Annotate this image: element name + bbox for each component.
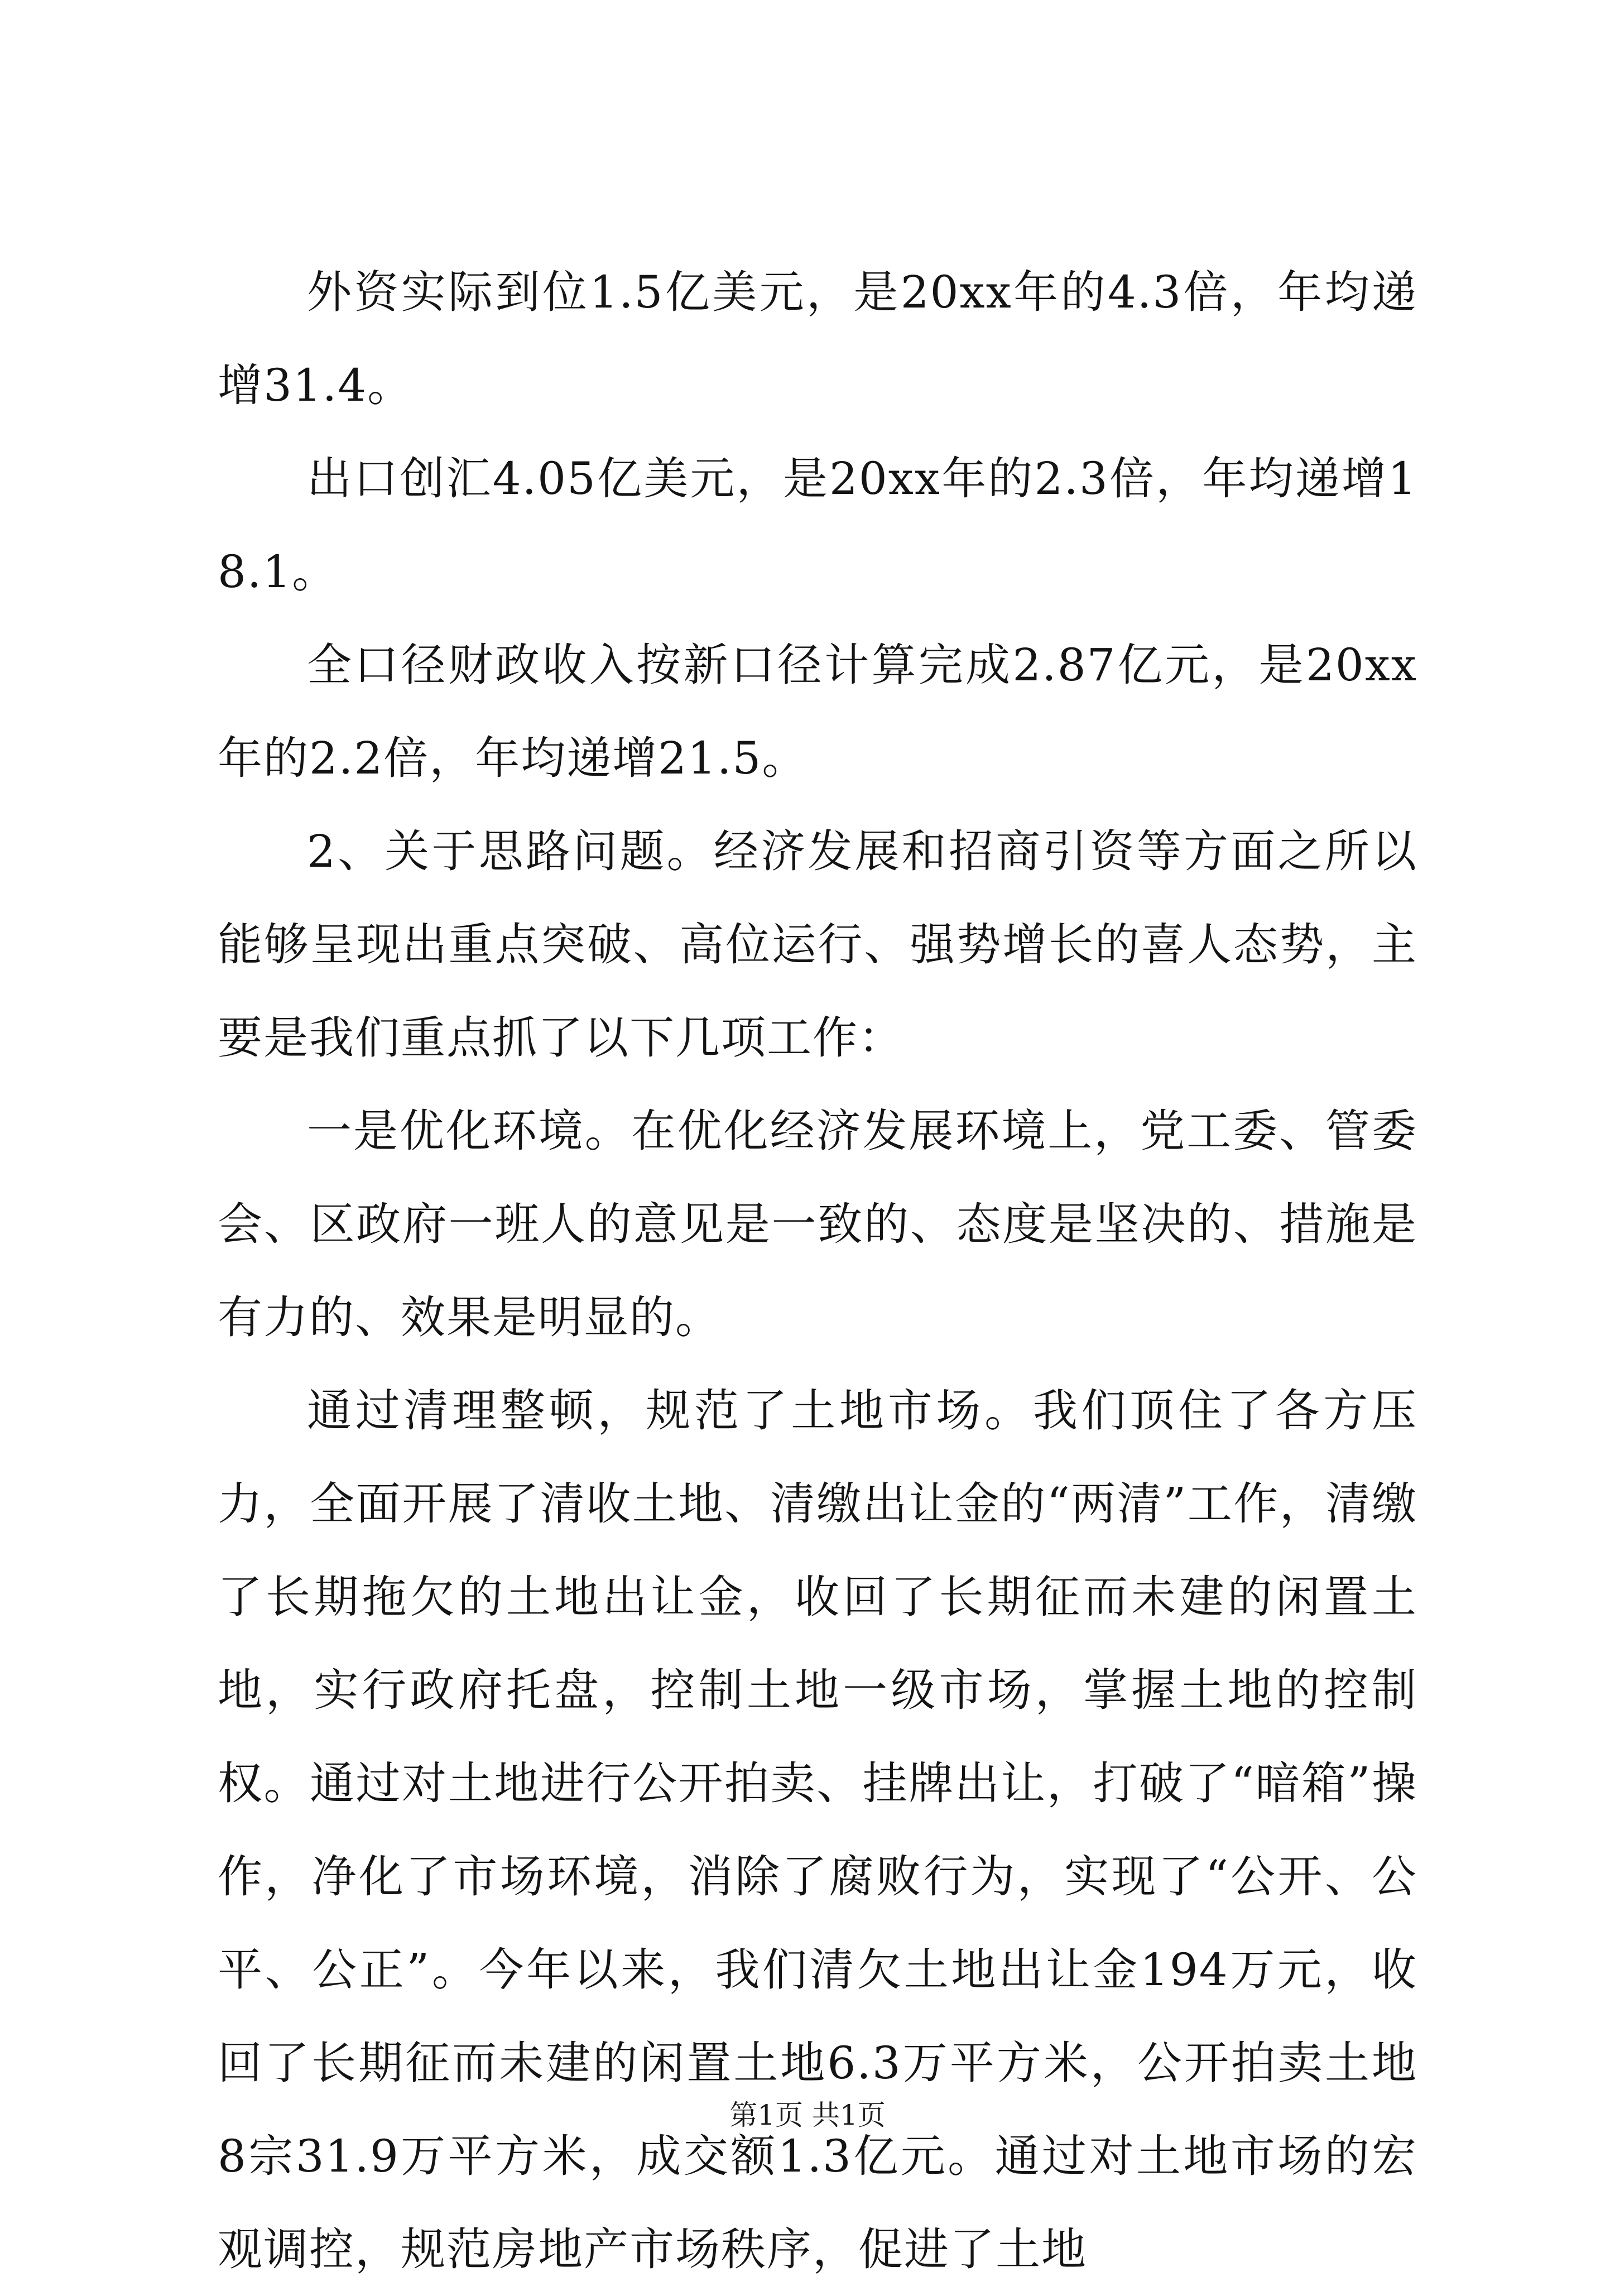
document-body [218, 246, 1417, 2296]
paragraph-land-market: 通过清理整顿，规范了土地市场。我们顶住了各方压力，全面开展了清收土地、清缴出让金的“两清”工作，清缴了长期拖欠的土地出让金，收回了长期征而未建的闲置土地，实行政府托盘，控制土地一级市场，掌握土地的控制权。通过对土地进行公开拍卖、挂牌出让，打破了“暗箱”操作，净化了市场环境，消除了腐败行为，实现了“公开、公平、公正”。今年以来，我们清欠土地出让金194万元，收回了长期征而未建的闲置土地6.3万平方米，公开拍卖土地8宗31.9万平方米，成交额1.3亿元。通过对土地市场的宏观调控，规范房地产市场秩序，促进了土地 [218, 1385, 1417, 2275]
paragraph-approach: 2、关于思路问题。经济发展和招商引资等方面之所以能够呈现出重点突破、高位运行、强势增长的喜人态势，主要是我们重点抓了以下几项工作： [218, 825, 1417, 1064]
page-footer: 第1页 共1页 [729, 2099, 886, 2131]
paragraph-export-earnings: 出口创汇4.05亿美元，是20xx年的2.3倍，年均递增18.1。 [218, 453, 1417, 598]
paragraph-fiscal-revenue: 全口径财政收入按新口径计算完成2.87亿元，是20xx年的2.2倍，年均递增21.5。 [218, 639, 1417, 784]
paragraph-optimize-environment: 一是优化环境。在优化经济发展环境上，党工委、管委会、区政府一班人的意见是一致的、态度是坚决的、措施是有力的、效果是明显的。 [218, 1105, 1417, 1343]
paragraph-foreign-investment: 外资实际到位1.5亿美元，是20xx年的4.3倍，年均递增31.4。 [218, 266, 1417, 411]
